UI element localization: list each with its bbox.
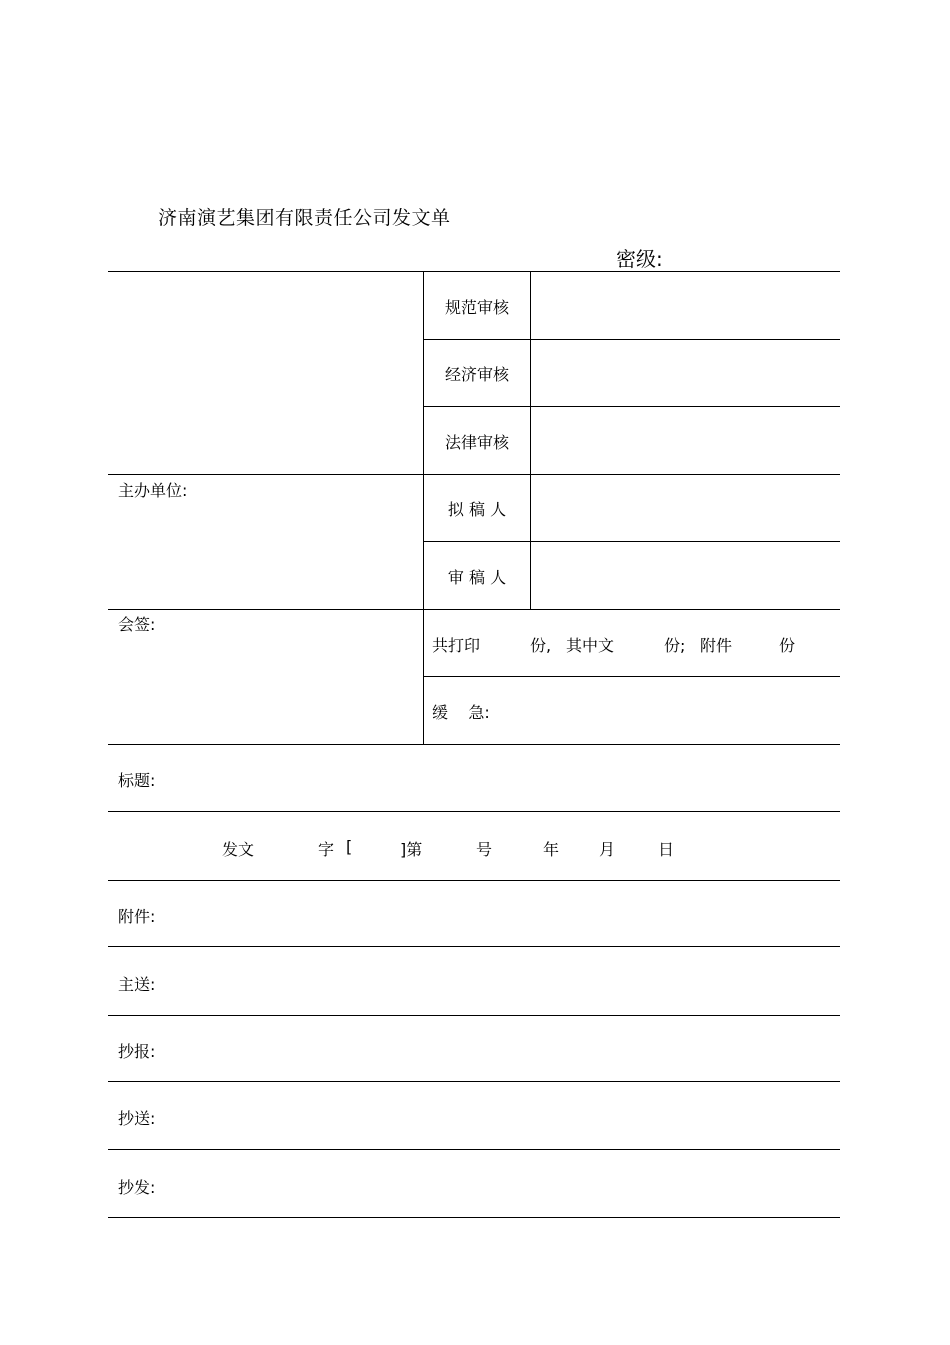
print-copies-unit: 份; bbox=[664, 636, 686, 655]
document-title: 济南演艺集团有限责任公司发文单 bbox=[158, 207, 451, 229]
print-divider bbox=[424, 676, 840, 677]
label-column-divider bbox=[530, 271, 531, 609]
review-divider bbox=[424, 406, 840, 407]
secret-level-label: 密级: bbox=[616, 247, 663, 271]
row-divider bbox=[108, 880, 840, 881]
row-divider bbox=[108, 1149, 840, 1150]
subject-top-border bbox=[108, 744, 840, 745]
print-copies-unit: 份 bbox=[779, 636, 796, 655]
doc-number-zi: 字 bbox=[318, 840, 335, 859]
review-value-reviewer[interactable] bbox=[540, 565, 830, 589]
organizer-label: 主办单位: bbox=[118, 481, 188, 500]
review-divider bbox=[424, 339, 840, 340]
cc-label: 抄送: bbox=[118, 1109, 156, 1128]
row-divider bbox=[108, 1081, 840, 1082]
main-recipient-label: 主送: bbox=[118, 975, 156, 994]
review-label-reviewer: 审 稿 人 bbox=[447, 568, 507, 587]
distribute-label: 抄发: bbox=[118, 1178, 156, 1197]
review-value-spec[interactable] bbox=[540, 295, 830, 319]
countersign-top-border bbox=[108, 609, 840, 610]
review-value-legal[interactable] bbox=[540, 430, 830, 454]
row-divider bbox=[108, 811, 840, 812]
doc-date-month: 月 bbox=[599, 840, 616, 859]
doc-date-day: 日 bbox=[658, 840, 675, 859]
doc-number-bracket-close: ]第 bbox=[400, 840, 423, 859]
table-bottom-border bbox=[108, 1217, 840, 1218]
subject-label: 标题: bbox=[118, 771, 156, 790]
print-total-label: 共打印 bbox=[432, 636, 481, 655]
review-label-economic: 经济审核 bbox=[444, 365, 509, 384]
doc-number-bracket-open: [ bbox=[346, 837, 353, 856]
review-divider bbox=[424, 541, 840, 542]
print-chinese-label: 其中文 bbox=[566, 636, 615, 655]
organizer-top-border bbox=[108, 474, 840, 475]
review-value-economic[interactable] bbox=[540, 362, 830, 386]
review-value-drafter[interactable] bbox=[540, 497, 830, 521]
row-divider bbox=[108, 946, 840, 947]
print-copies-unit: 份, bbox=[530, 636, 552, 655]
doc-number-prefix: 发文 bbox=[222, 840, 255, 859]
review-label-spec: 规范审核 bbox=[444, 298, 509, 317]
attachment-label: 附件: bbox=[118, 907, 156, 926]
table-top-border bbox=[108, 271, 840, 272]
row-divider bbox=[108, 1015, 840, 1016]
urgency-label: 缓 急: bbox=[432, 703, 490, 722]
doc-date-year: 年 bbox=[543, 840, 560, 859]
report-copy-label: 抄报: bbox=[118, 1042, 156, 1061]
review-label-legal: 法律审核 bbox=[444, 433, 509, 452]
print-attachment-label: 附件 bbox=[700, 636, 733, 655]
countersign-label: 会签: bbox=[118, 615, 156, 634]
doc-number-hao: 号 bbox=[476, 840, 493, 859]
review-label-drafter: 拟 稿 人 bbox=[447, 500, 507, 519]
